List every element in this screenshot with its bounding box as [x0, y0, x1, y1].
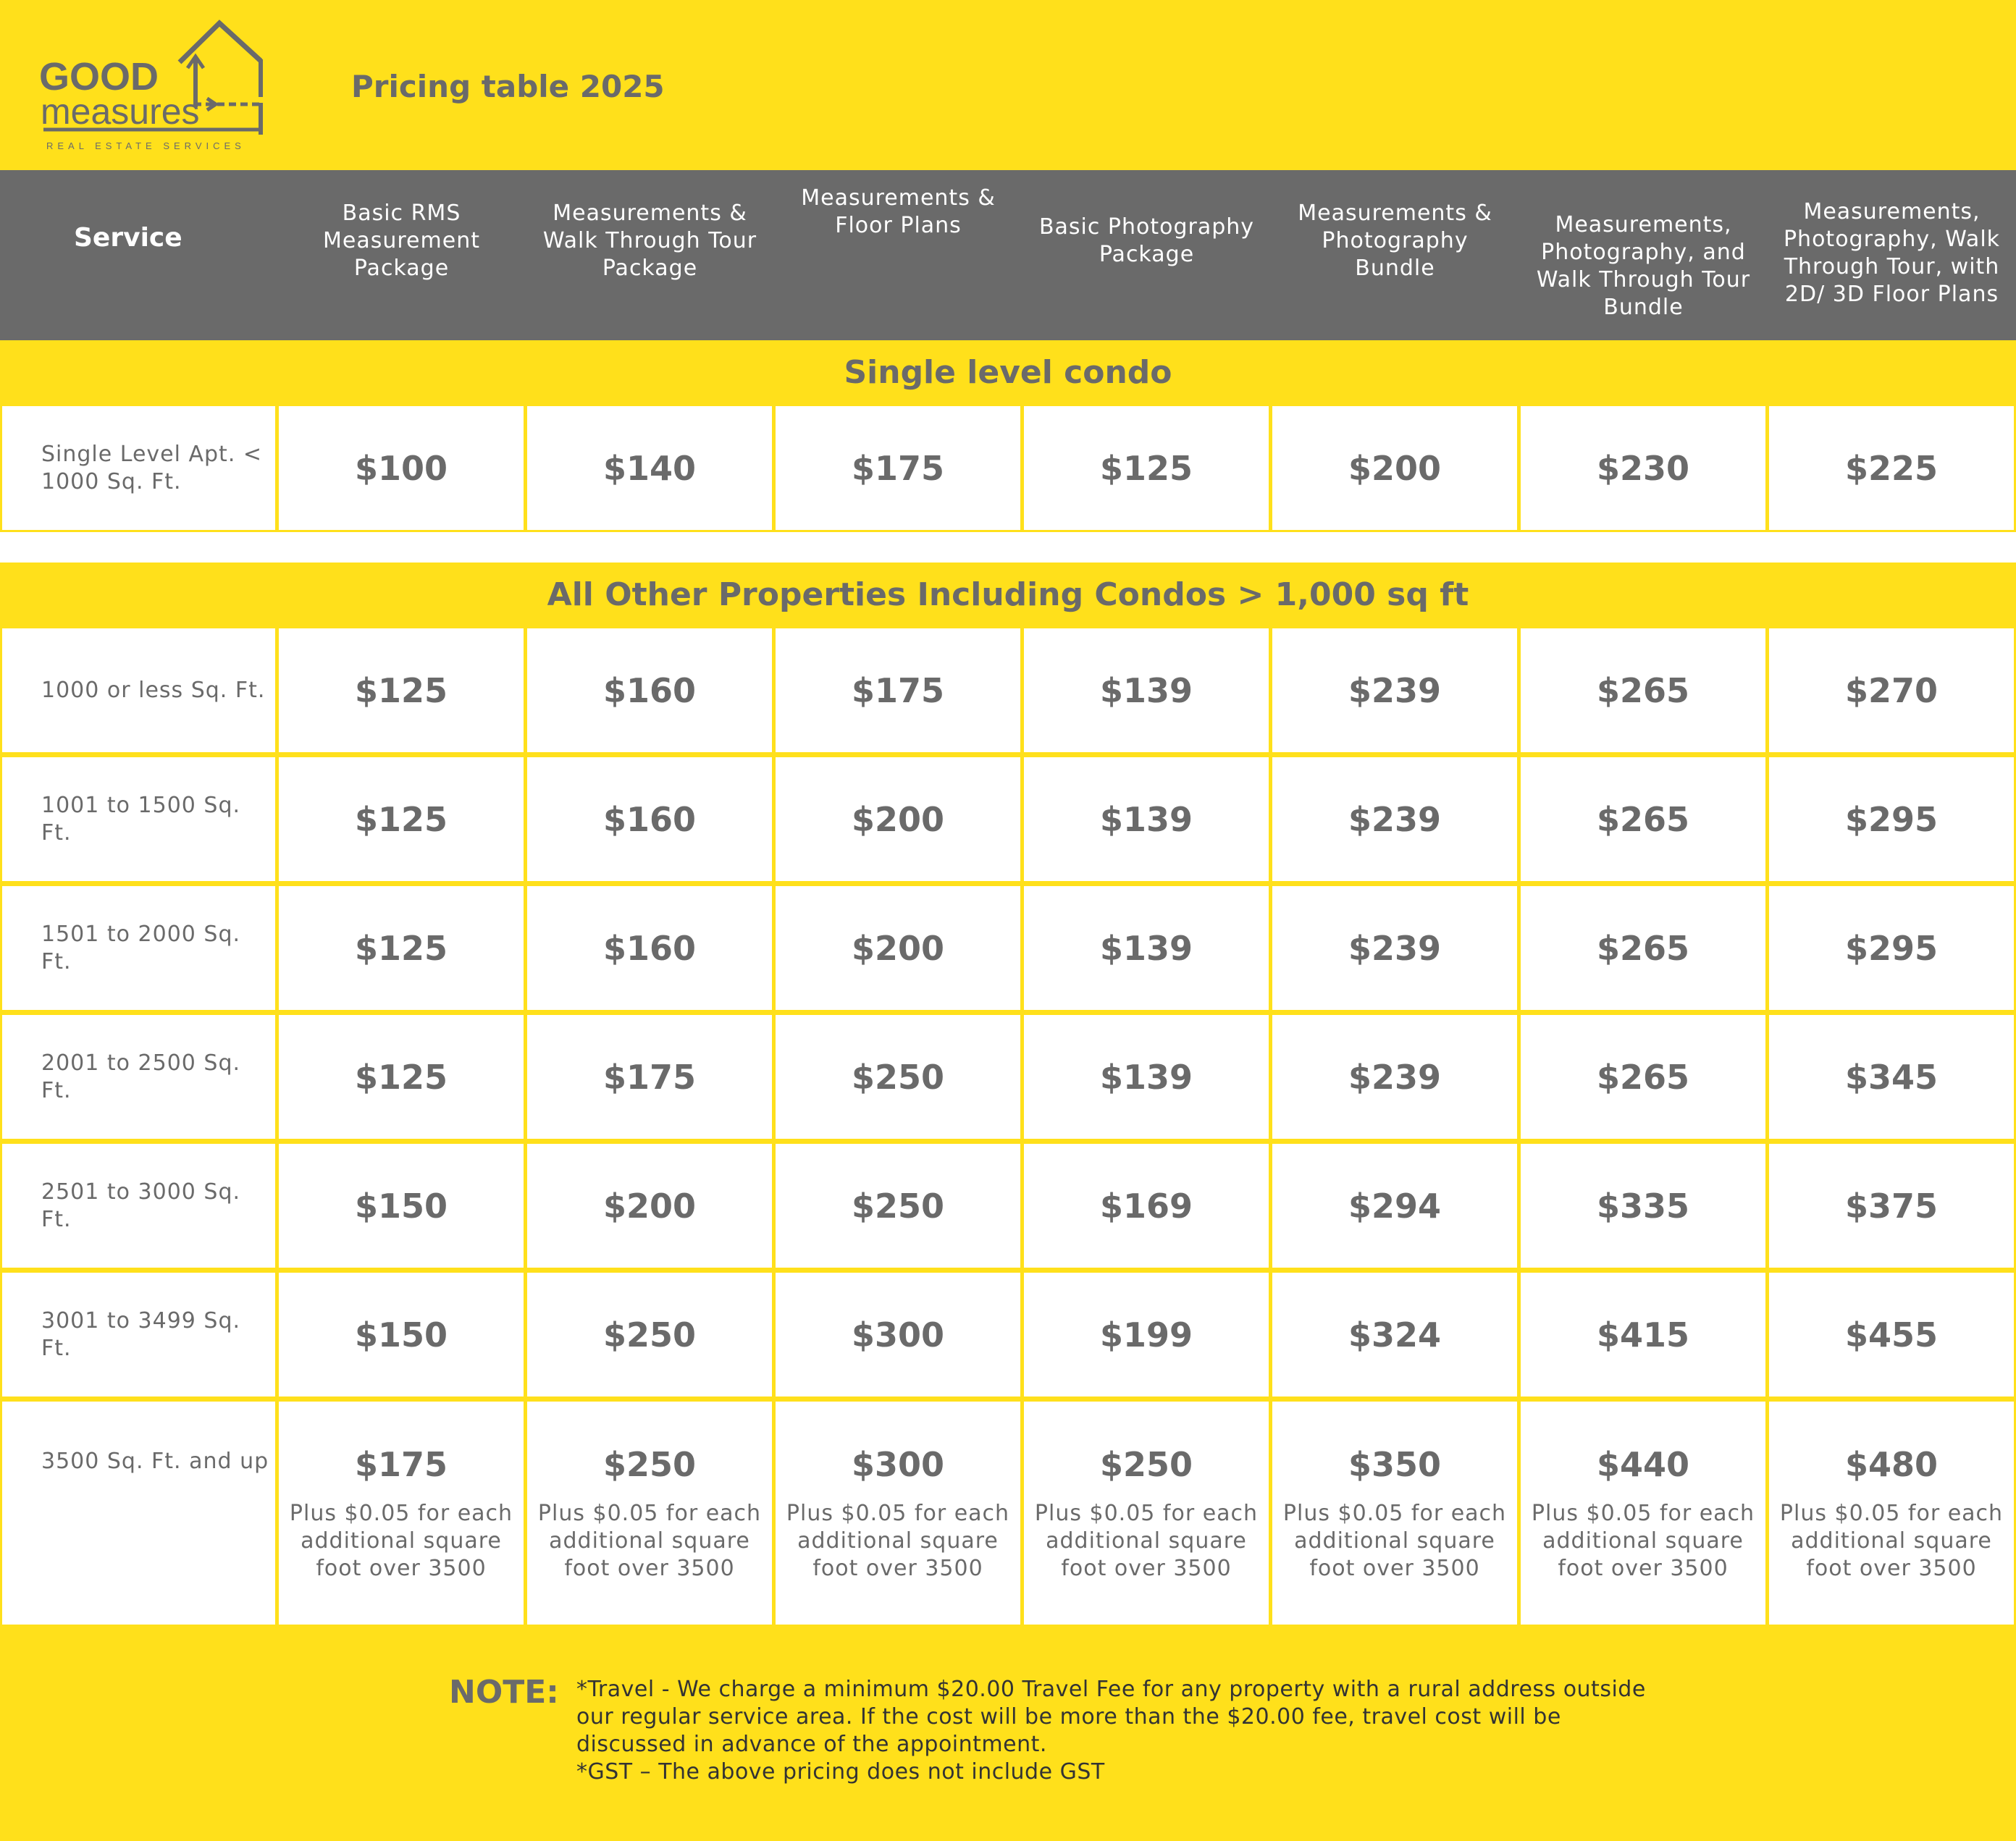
note-travel: *Travel - We charge a minimum $20.00 Travel Fee for any property with a rural address outside our regular service area. If the cost will be more than the $20.00 fee, travel cost will be discussed in advance of the appointment.: [576, 1677, 1646, 1757]
price-cell: $294: [1272, 1144, 1517, 1268]
price-cell: $295: [1769, 886, 2014, 1010]
price-cell: $175: [527, 1015, 772, 1139]
table-header: [0, 170, 2016, 340]
price-amount: $440: [1596, 1445, 1690, 1484]
section-divider: [0, 532, 2016, 563]
price-cell: $169: [1024, 1144, 1269, 1268]
price-cell: $239: [1272, 1015, 1517, 1139]
price-cell: $265: [1521, 757, 1765, 881]
price-extra-note: Plus $0.05 for each additional square foot over 3500: [786, 1501, 1010, 1581]
row-label: 1000 or less Sq. Ft.: [2, 628, 275, 752]
column-header-walk-through: Measurements & Walk Through Tour Package: [542, 200, 757, 281]
table-row: [0, 757, 2016, 881]
row-label: 2001 to 2500 Sq. Ft.: [2, 1015, 275, 1139]
good-measures-logo: [36, 17, 275, 155]
price-cell: $265: [1521, 628, 1765, 752]
row-label: 3500 Sq. Ft. and up: [2, 1402, 275, 1625]
table-row: [0, 1273, 2016, 1396]
price-cell: [1769, 1402, 2014, 1625]
price-amount: $300: [851, 1445, 945, 1484]
price-cell: $160: [527, 628, 772, 752]
price-extra-note: Plus $0.05 for each additional square foot over 3500: [1034, 1501, 1259, 1581]
price-cell: $265: [1521, 886, 1765, 1010]
row-label: Single Level Apt. < 1000 Sq. Ft.: [2, 406, 275, 530]
price-extra-note: Plus $0.05 for each additional square foot over 3500: [537, 1501, 762, 1581]
price-extra-note: Plus $0.05 for each additional square foot over 3500: [1282, 1501, 1507, 1581]
price-cell: $225: [1769, 406, 2014, 530]
table-row: [0, 628, 2016, 752]
price-cell: $200: [776, 757, 1020, 881]
price-cell: $415: [1521, 1273, 1765, 1396]
price-cell: $295: [1769, 757, 2014, 881]
price-extra-note: Plus $0.05 for each additional square foot over 3500: [1779, 1501, 2004, 1581]
price-cell: $270: [1769, 628, 2014, 752]
row-label: 2501 to 3000 Sq. Ft.: [2, 1144, 275, 1268]
section-title-single-level: Single level condo: [0, 340, 2016, 404]
column-header-full-bundle: Measurements, Photography, Walk Through Tour, with 2D/ 3D Floor Plans: [1783, 198, 2001, 307]
price-cell: $125: [279, 1015, 524, 1139]
price-cell: $175: [776, 406, 1020, 530]
table-row: [0, 1402, 2016, 1625]
price-cell: $250: [776, 1144, 1020, 1268]
price-cell: $265: [1521, 1015, 1765, 1139]
table-row: [0, 406, 2016, 530]
price-cell: $175: [776, 628, 1020, 752]
column-header-basic-rms: Basic RMS Measurement Package: [323, 200, 480, 281]
price-cell: $125: [1024, 406, 1269, 530]
price-cell: $139: [1024, 1015, 1269, 1139]
column-header-basic-photography: Basic Photography Package: [1038, 214, 1255, 267]
footer-note: [0, 1627, 2016, 1841]
price-cell: $200: [527, 1144, 772, 1268]
price-cell: [527, 1402, 772, 1625]
price-cell: $239: [1272, 628, 1517, 752]
price-cell: $250: [776, 1015, 1020, 1139]
price-cell: $230: [1521, 406, 1765, 530]
row-label: 1001 to 1500 Sq. Ft.: [2, 757, 275, 881]
price-amount: $480: [1844, 1445, 1939, 1484]
price-cell: [1272, 1402, 1517, 1625]
table-row: [0, 1015, 2016, 1139]
column-header-service: Service: [74, 222, 182, 253]
price-cell: $199: [1024, 1273, 1269, 1396]
price-cell: [279, 1402, 524, 1625]
price-cell: $335: [1521, 1144, 1765, 1268]
note-gst: *GST – The above pricing does not include GST: [576, 1759, 1105, 1785]
price-cell: [776, 1402, 1020, 1625]
column-header-tour-bundle: Measurements, Photography, and Walk Through Tour Bundle: [1536, 211, 1751, 320]
column-header-floor-plans: Measurements & Floor Plans: [801, 185, 996, 238]
note-label: NOTE:: [449, 1674, 559, 1711]
price-cell: $125: [279, 628, 524, 752]
price-cell: $345: [1769, 1015, 2014, 1139]
section-title-other-properties: All Other Properties Including Condos > 1,000 sq ft: [0, 563, 2016, 626]
price-cell: $300: [776, 1273, 1020, 1396]
price-cell: [1521, 1402, 1765, 1625]
price-cell: $200: [776, 886, 1020, 1010]
price-cell: $150: [279, 1273, 524, 1396]
price-cell: $200: [1272, 406, 1517, 530]
price-cell: [1024, 1402, 1269, 1625]
price-extra-note: Plus $0.05 for each additional square foot over 3500: [289, 1501, 513, 1581]
column-header-photography-bundle: Measurements & Photography Bundle: [1298, 200, 1492, 281]
table-row: [0, 1144, 2016, 1268]
price-cell: $324: [1272, 1273, 1517, 1396]
note-text: [576, 1676, 1663, 1786]
price-amount: $250: [602, 1445, 697, 1484]
table-row: [0, 886, 2016, 1010]
svg-text:REAL ESTATE SERVICES: REAL ESTATE SERVICES: [46, 140, 245, 151]
price-cell: $239: [1272, 886, 1517, 1010]
price-amount: $350: [1348, 1445, 1442, 1484]
price-cell: $125: [279, 886, 524, 1010]
price-cell: $125: [279, 757, 524, 881]
row-label: 1501 to 2000 Sq. Ft.: [2, 886, 275, 1010]
price-extra-note: Plus $0.05 for each additional square foot over 3500: [1531, 1501, 1755, 1581]
price-cell: $160: [527, 757, 772, 881]
price-cell: $150: [279, 1144, 524, 1268]
price-amount: $175: [354, 1445, 448, 1484]
price-cell: $250: [527, 1273, 772, 1396]
svg-text:GOOD: GOOD: [39, 55, 159, 98]
price-cell: $100: [279, 406, 524, 530]
price-cell: $139: [1024, 886, 1269, 1010]
price-cell: $160: [527, 886, 772, 1010]
price-cell: $140: [527, 406, 772, 530]
row-label: 3001 to 3499 Sq. Ft.: [2, 1273, 275, 1396]
svg-text:measures: measures: [41, 91, 200, 132]
page-header: [0, 0, 2016, 170]
price-cell: $455: [1769, 1273, 2014, 1396]
price-cell: $239: [1272, 757, 1517, 881]
price-cell: $375: [1769, 1144, 2014, 1268]
price-cell: $139: [1024, 757, 1269, 881]
page-title: Pricing table 2025: [351, 69, 665, 104]
price-cell: $139: [1024, 628, 1269, 752]
price-amount: $250: [1099, 1445, 1193, 1484]
